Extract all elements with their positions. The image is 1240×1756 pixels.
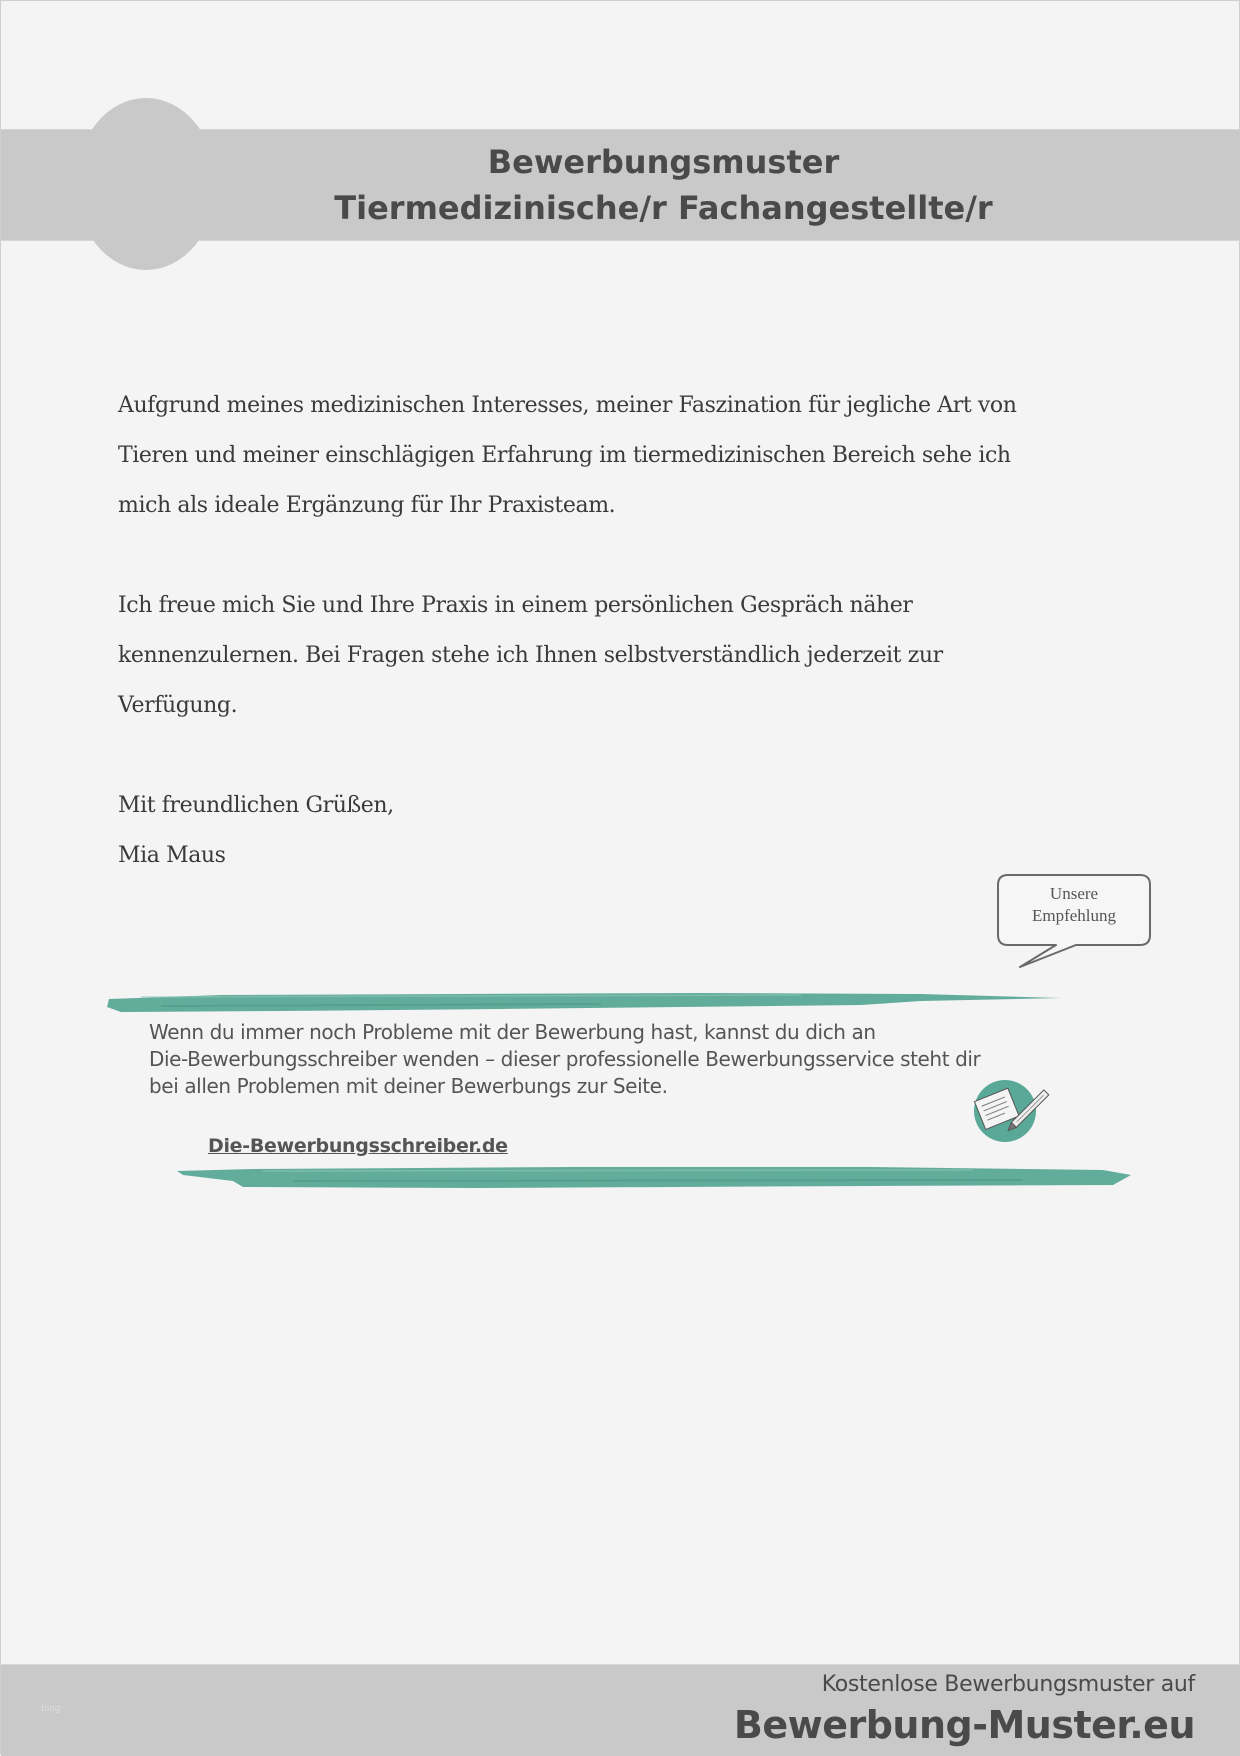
- bewerbungsschreiber-link[interactable]: Die-Bewerbungsschreiber.de: [208, 1135, 508, 1157]
- text-line: mich als ideale Ergänzung für Ihr Praxisteam.: [118, 493, 616, 518]
- title-line-2: Tiermedizinische/r Fachangestellte/r: [334, 189, 993, 227]
- text-line: kennenzulernen. Bei Fragen stehe ich Ihnen selbstverständlich jederzeit zur: [118, 643, 943, 668]
- letter-paragraph-1: [118, 381, 1118, 531]
- recommendation-speech-bubble: [996, 873, 1152, 945]
- promo-line: Wenn du immer noch Probleme mit der Bewerbung hast, kannst du dich an: [149, 1020, 876, 1044]
- text-line: Tieren und meiner einschlägigen Erfahrung im tiermedizinischen Bereich sehe ich: [118, 443, 1011, 468]
- promo-text: [149, 1019, 1109, 1100]
- bubble-text: [996, 883, 1152, 927]
- page-title: [1, 139, 1240, 231]
- promo-line: bei allen Problemen mit deiner Bewerbungs zur Seite.: [149, 1074, 668, 1098]
- bubble-line-2: Empfehlung: [1031, 906, 1117, 925]
- letter-paragraph-2: [118, 581, 1118, 731]
- signature-name: Mia Maus: [118, 843, 226, 868]
- footer-subtitle: Kostenlose Bewerbungsmuster auf: [821, 1672, 1195, 1697]
- bubble-line-1: Unsere: [1049, 884, 1099, 903]
- text-line: Ich freue mich Sie und Ihre Praxis in einem persönlichen Gespräch näher: [118, 593, 913, 618]
- teal-brush-stroke-top: [101, 989, 1071, 1019]
- closing-salutation: Mit freundlichen Grüßen,: [118, 793, 394, 818]
- text-line: Aufgrund meines medizinischen Interesses, meiner Faszination für jegliche Art von: [118, 393, 1017, 418]
- title-line-1: Bewerbungsmuster: [487, 143, 840, 181]
- watermark-text: blog: [41, 1704, 61, 1714]
- text-line: Verfügung.: [118, 693, 238, 718]
- promo-line: Die-Bewerbungsschreiber wenden – dieser professionelle Bewerbungsservice steht dir: [149, 1047, 981, 1071]
- document-pen-icon: [969, 1079, 1059, 1143]
- letter-closing: [118, 781, 1118, 881]
- footer-brand: Bewerbung-Muster.eu: [733, 1703, 1195, 1747]
- teal-brush-stroke-bottom: [173, 1161, 1138, 1193]
